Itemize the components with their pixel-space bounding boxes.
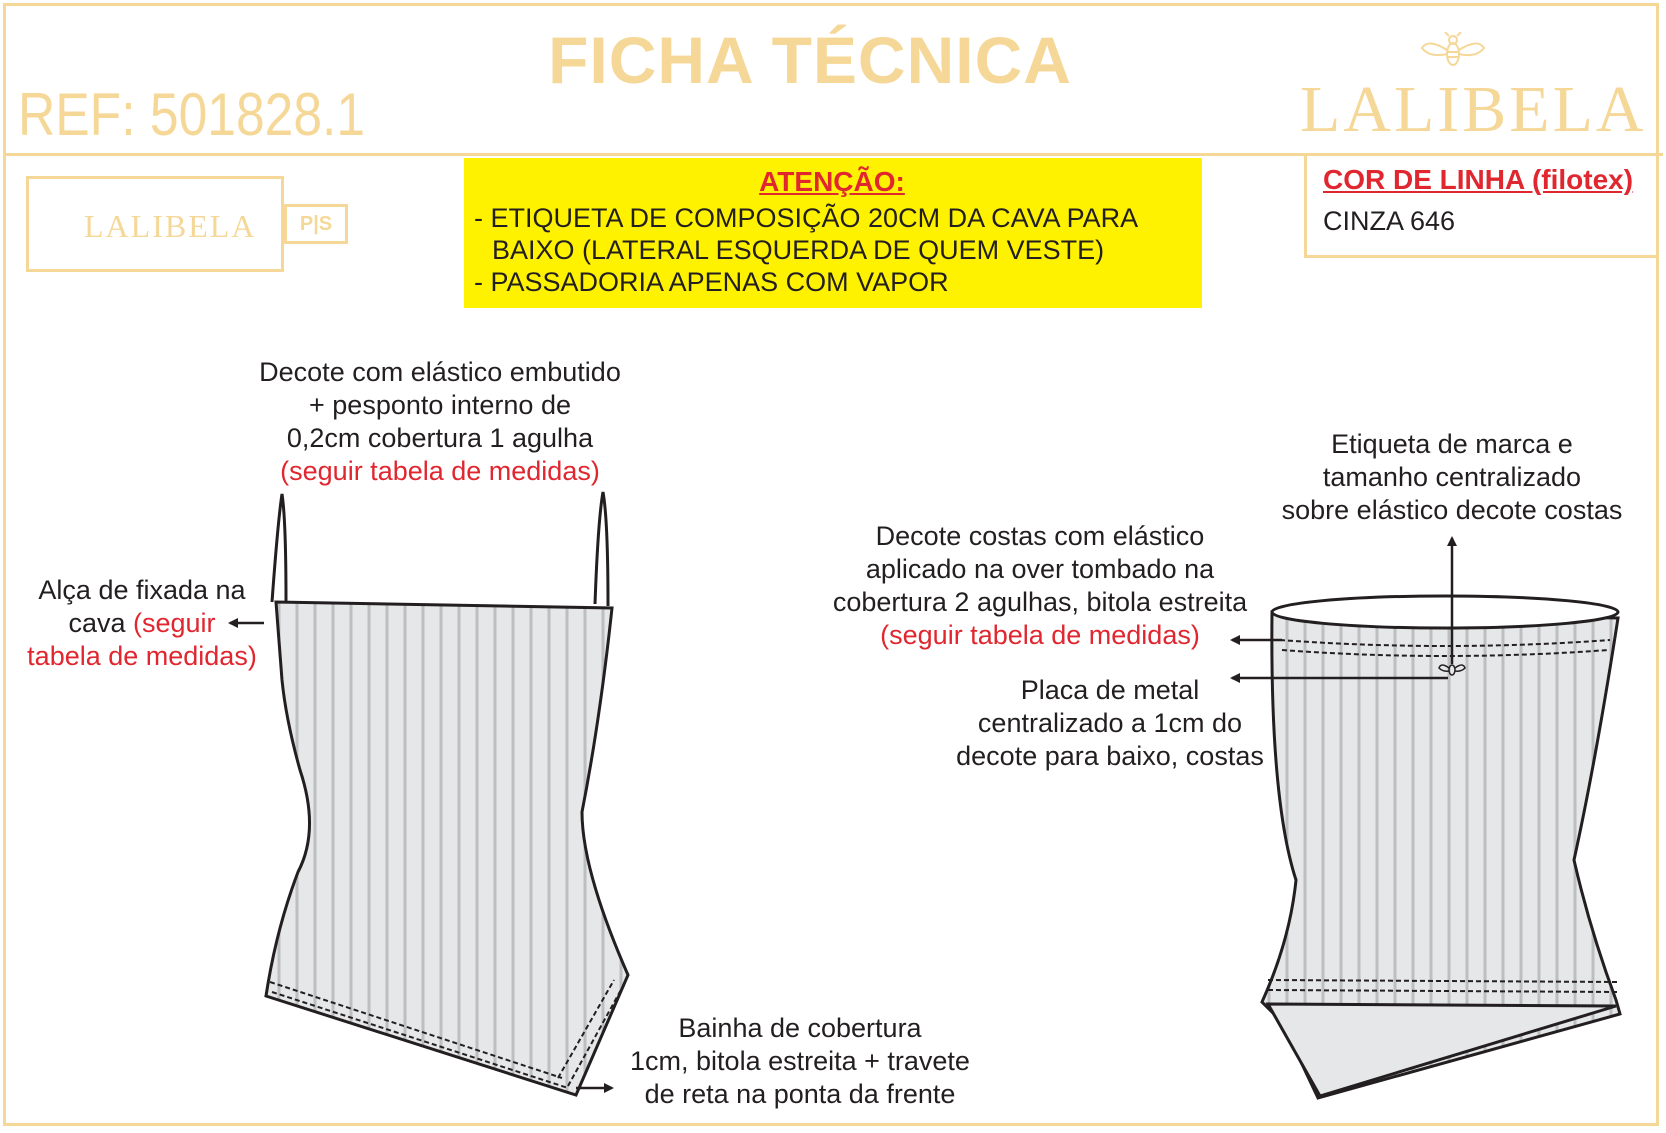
back-garment-drawing xyxy=(1262,596,1620,1098)
thread-color-title: COR DE LINHA (filotex) xyxy=(1323,164,1634,195)
note-hem: Bainha de cobertura 1cm, bitola estreita + travete de reta na ponta da frente xyxy=(630,1013,970,1109)
attention-line-2: BAIXO (LATERAL ESQUERDA DE QUEM VESTE) xyxy=(492,235,1105,265)
attention-title: ATENÇÃO: xyxy=(759,166,905,197)
right-strap xyxy=(595,492,608,606)
attention-line-3: - PASSADORIA APENAS COM VAPOR xyxy=(474,267,949,297)
label-brand-text: LALIBELA xyxy=(84,208,257,244)
left-strap xyxy=(272,494,286,602)
size-label: P|S xyxy=(284,204,348,244)
note-brand-label: Etiqueta de marca e tamanho centralizado sobre elástico decote costas xyxy=(1281,429,1623,525)
page-title: FICHA TÉCNICA xyxy=(548,23,1072,97)
back-hem-panel xyxy=(1268,1004,1616,1096)
note-front-neckline: Decote com elástico embutido + pesponto interno de 0,2cm cobertura 1 agulha (seguir tabela de medidas) xyxy=(259,357,621,486)
attention-line-1: - ETIQUETA DE COMPOSIÇÃO 20CM DA CAVA PARA xyxy=(474,203,1139,233)
note-back-neckline: Decote costas com elástico aplicado na over tombado na cobertura 2 agulhas, bitola estreita (seguir tabela de medidas) xyxy=(832,521,1248,650)
front-garment-drawing xyxy=(266,492,628,1095)
thread-color-value: CINZA 646 xyxy=(1323,206,1456,236)
back-neckline xyxy=(1272,596,1618,628)
brand-logo: LALIBELA xyxy=(1300,73,1647,146)
note-strap: Alça de fixada na cava (seguir tabela de medidas) xyxy=(27,575,257,671)
front-body xyxy=(266,602,628,1095)
note-metal-plate: Placa de metal centralizado a 1cm do decote para baixo, costas xyxy=(956,675,1264,771)
reference-code: REF: 501828.1 xyxy=(18,81,366,148)
